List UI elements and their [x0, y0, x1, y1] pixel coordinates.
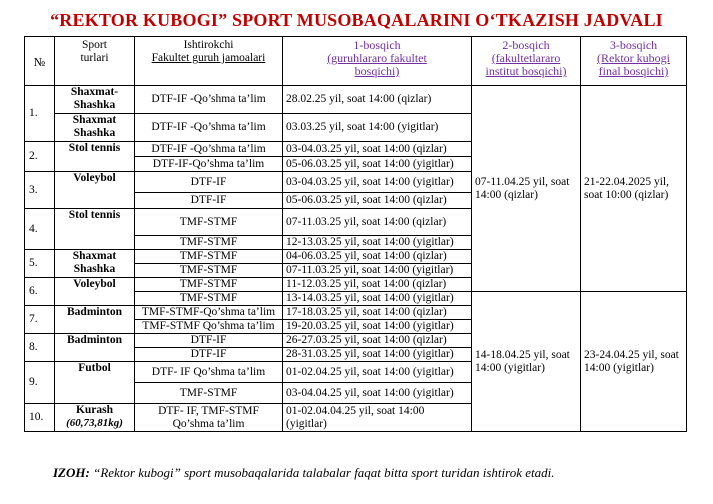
stage1-date: 11-12.03.25 yil, soat 14:00 (qizlar) [283, 278, 472, 292]
header-stage2-line1: 2-bosqich [502, 38, 550, 52]
sport-name: Futbol [55, 362, 135, 404]
stage1-date: 03.03.25 yil, soat 14:00 (yigitlar) [283, 114, 472, 142]
stage3-qizlar: 21-22.04.2025 yil, soat 10:00 (qizlar) [581, 86, 687, 292]
stage2-yigitlar: 14-18.04.25 yil, soat 14:00 (yigitlar) [472, 292, 581, 432]
stage1-date: 03-04.03.25 yil, soat 14:00 (yigitlar) [283, 172, 472, 193]
sport-name: Shaxmat Shashka [55, 114, 135, 142]
row-number: 5. [25, 250, 55, 278]
team-name: DTF-IF -Qo’shma ta’lim [135, 86, 283, 114]
row-number: 6. [25, 278, 55, 306]
header-team-line1: Ishtirokchi [183, 39, 234, 51]
header-stage3-line2: (Rektor kubogi [597, 51, 670, 65]
sport-name: Voleybol [55, 278, 135, 306]
stage1-date: 12-13.03.25 yil, soat 14:00 (yigitlar) [283, 236, 472, 250]
team-name: DTF- IF, TMF-STMF Qo’shma ta’lim [135, 404, 283, 432]
header-stage2 [472, 37, 581, 86]
row-number: 8. [25, 334, 55, 362]
stage1-date: 05-06.03.25 yil, soat 14:00 (yigitlar) [283, 157, 472, 172]
header-row [25, 37, 687, 86]
stage1-date: 03-04.03.25 yil, soat 14:00 (qizlar) [283, 142, 472, 157]
table-row [25, 86, 687, 114]
sport-weight-classes: (60,73,81kg) [66, 417, 123, 429]
header-stage1-line1: 1-bosqich [353, 38, 401, 52]
team-name: TMF-STMF [135, 292, 283, 306]
sport-name: Shaxmat Shashka [55, 250, 135, 278]
team-name: TMF-STMF Qo’shma ta’lim [135, 320, 283, 334]
stage1-date: 03-04.04.25 yil, soat 14:00 (yigitlar) [283, 383, 472, 404]
header-stage3 [581, 37, 687, 86]
row-number: 10. [25, 404, 55, 432]
footnote-label: IZOH: [53, 465, 90, 480]
team-name: DTF-IF-Qo’shma ta’lim [135, 157, 283, 172]
team-name: TMF-STMF-Qo’shma ta’lim [135, 306, 283, 320]
team-name: TMF-STMF [135, 264, 283, 278]
team-name: DTF- IF Qo’shma ta’lim [135, 362, 283, 383]
stage1-date: 04-06.03.25 yil, soat 14:00 (qizlar) [283, 250, 472, 264]
row-number: 1. [25, 86, 55, 142]
stage1-date: 05-06.03.25 yil, soat 14:00 (qizlar) [283, 193, 472, 209]
team-name: TMF-STMF [135, 209, 283, 236]
header-stage1-line3: bosqichi) [354, 64, 400, 78]
team-name: DTF-IF -Qo’shma ta’lim [135, 114, 283, 142]
stage1-date: 26-27.03.25 yil, soat 14:00 (qizlar) [283, 334, 472, 348]
stage1-date: 17-18.03.25 yil, soat 14:00 (qizlar) [283, 306, 472, 320]
stage1-date: 28-31.03.25 yil, soat 14:00 (yigitlar) [283, 348, 472, 362]
footnote [53, 465, 555, 481]
header-sport-line1: Sport [82, 39, 107, 51]
stage1-date: 13-14.03.25 yil, soat 14:00 (yigitlar) [283, 292, 472, 306]
page-title: “REKTOR KUBOGI” SPORT MUSOBAQALARINI O‘TKAZISH JADVALI [50, 10, 663, 30]
sport-name: Stol tennis [55, 142, 135, 172]
header-stage2-line3: institut bosqichi) [485, 64, 567, 78]
header-team-line2: Fakultet guruh jamoalari [151, 52, 266, 64]
row-number: 3. [25, 172, 55, 209]
sport-name: Voleybol [55, 172, 135, 209]
sport-name: Badminton [55, 306, 135, 334]
team-name: TMF-STMF [135, 383, 283, 404]
team-name: TMF-STMF [135, 278, 283, 292]
stage3-yigitlar: 23-24.04.25 yil, soat 14:00 (yigitlar) [581, 292, 687, 432]
stage2-qizlar: 07-11.04.25 yil, soat 14:00 (qizlar) [472, 86, 581, 292]
team-name: TMF-STMF [135, 250, 283, 264]
sport-name-main: Kurash [75, 404, 114, 416]
footnote-text: “Rektor kubogi” sport musobaqalarida talabalar faqat bitta sport turidan ishtirok etadi. [89, 465, 555, 480]
sport-name: Stol tennis [55, 209, 135, 250]
team-name: DTF-IF -Qo’shma ta’lim [135, 142, 283, 157]
sport-name: Badminton [55, 334, 135, 362]
row-number: 4. [25, 209, 55, 250]
header-stage2-line2: (fakultetlararo [491, 51, 561, 65]
sport-name: Shaxmat-Shashka [55, 86, 135, 114]
header-num: № [25, 37, 55, 86]
team-name: DTF-IF [135, 348, 283, 362]
header-sport [55, 37, 135, 86]
row-number: 9. [25, 362, 55, 404]
schedule-table [24, 36, 687, 432]
row-number: 7. [25, 306, 55, 334]
team-name: TMF-STMF [135, 236, 283, 250]
header-stage3-line1: 3-bosqich [609, 38, 658, 52]
header-stage1 [283, 37, 472, 86]
stage1-date: 01-02.04.04.25 yil, soat 14:00 (yigitlar) [283, 404, 472, 432]
stage1-date: 19-20.03.25 yil, soat 14:00 (yigitlar) [283, 320, 472, 334]
header-sport-line2: turlari [80, 52, 109, 64]
header-stage3-line3: final bosqichi) [598, 64, 669, 78]
sport-name [55, 404, 135, 432]
stage1-date: 07-11.03.25 yil, soat 14:00 (qizlar) [283, 209, 472, 236]
stage1-date: 07-11.03.25 yil, soat 14:00 (yigitlar) [283, 264, 472, 278]
team-name: DTF-IF [135, 172, 283, 193]
team-name: DTF-IF [135, 193, 283, 209]
row-number: 2. [25, 142, 55, 172]
stage1-date: 01-02.04.25 yil, soat 14:00 (yigitlar) [283, 362, 472, 383]
header-team [135, 37, 283, 86]
team-name: DTF-IF [135, 334, 283, 348]
stage1-date: 28.02.25 yil, soat 14:00 (qizlar) [283, 86, 472, 114]
header-stage1-line2: (guruhlararo fakultet [327, 51, 427, 65]
